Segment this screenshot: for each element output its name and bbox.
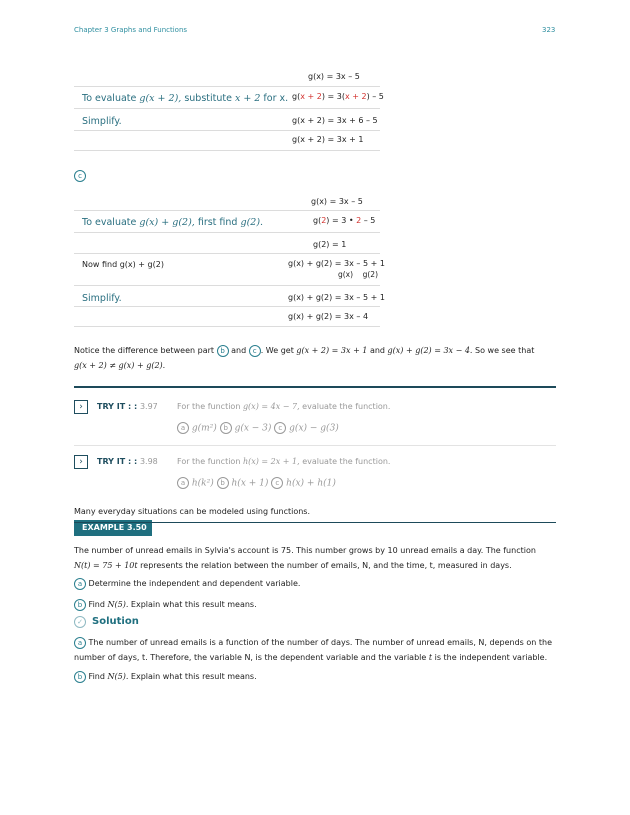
table1-eq-3: g(x + 2) = 3x + 1 — [292, 135, 364, 144]
solution-b: b Find N(5). Explain what this result means. — [74, 669, 257, 684]
try-it-label: TRY IT : : 3.98 — [97, 457, 158, 466]
divider — [74, 86, 380, 87]
divider — [74, 210, 380, 211]
table2-eq-1: g(2) = 3 • 2 – 5 — [313, 216, 376, 225]
part-c-marker: c — [74, 165, 86, 184]
table1-step-2: Simplify. — [82, 116, 122, 127]
question-a: a Determine the independent and dependent variable. — [74, 576, 300, 591]
table2-eq-2: g(2) = 1 — [313, 240, 347, 249]
divider — [74, 130, 380, 131]
page-number: 323 — [542, 26, 556, 34]
question-b: b Find N(5). Explain what this result means. — [74, 597, 257, 612]
divider — [74, 306, 380, 307]
table2-top-equation: g(x) = 3x – 5 — [311, 197, 363, 206]
table1-eq-2: g(x + 2) = 3x + 6 – 5 — [292, 116, 378, 125]
try-it-expand-button[interactable]: › — [74, 455, 88, 469]
solution-heading: ✓ Solution — [74, 616, 139, 628]
table1-step-1: To evaluate g(x + 2), substitute x + 2 for x. — [82, 93, 289, 104]
table2-eq-5: g(x) + g(2) = 3x – 4 — [288, 312, 369, 321]
table2-step-3: Now find g(x) + g(2) — [82, 260, 164, 269]
try-it-prompt: For the function g(x) = 4x − 7, evaluate the function. — [177, 402, 391, 411]
section-rule — [74, 386, 556, 388]
notice-paragraph: Notice the difference between part b and c . We get g(x + 2) = 3x + 1 and g(x) + g(2) = 3x − 4. So we see that g(x + 2) ≠ g(x) + g(2). — [74, 346, 535, 370]
divider — [74, 232, 380, 233]
try-it-parts: a g(m²) b g(x − 3) c g(x) − g(3) — [177, 422, 339, 434]
check-circle-icon: ✓ — [74, 616, 86, 628]
table2-eq-4: g(x) + g(2) = 3x – 5 + 1 — [288, 293, 385, 302]
table2-step-1: To evaluate g(x) + g(2), first find g(2). — [82, 217, 264, 228]
divider — [74, 445, 556, 446]
table1-eq-1: g(x + 2) = 3(x + 2) – 5 — [292, 92, 384, 101]
example-rule — [74, 522, 556, 523]
divider — [74, 285, 380, 286]
example-paragraph: The number of unread emails in Sylvia's account is 75. This number grows by 10 unread emails a day. The function N(t) = 75 + 10t represents the relation between the number of emails, N, and the time, t, measured in days. — [74, 546, 536, 570]
divider — [74, 150, 380, 151]
solution-a: a The number of unread emails is a function of the number of days. The number of unread emails, N, depends on the number of days, t. Therefore, the variable N, is the dependent variable and the variable t is the independent variable. — [74, 638, 552, 662]
try-it-expand-button[interactable]: › — [74, 400, 88, 414]
table2-brace-labels: g(x) g(2) — [338, 270, 378, 279]
divider — [74, 253, 380, 254]
try-it-prompt: For the function h(x) = 2x + 1, evaluate the function. — [177, 457, 391, 466]
table2-step-4: Simplify. — [82, 293, 122, 304]
try-it-parts: a h(k²) b h(x + 1) c h(x) + h(1) — [177, 477, 336, 489]
table2-eq-3: g(x) + g(2) = 3x – 5 + 1 — [288, 259, 385, 268]
example-label: EXAMPLE 3.50 — [74, 520, 152, 536]
chapter-header: Chapter 3 Graphs and Functions — [74, 26, 188, 34]
divider — [74, 326, 380, 327]
intro-sentence: Many everyday situations can be modeled using functions. — [74, 507, 310, 516]
divider — [74, 108, 380, 109]
table1-top-equation: g(x) = 3x – 5 — [308, 72, 360, 81]
try-it-label: TRY IT : : 3.97 — [97, 402, 158, 411]
